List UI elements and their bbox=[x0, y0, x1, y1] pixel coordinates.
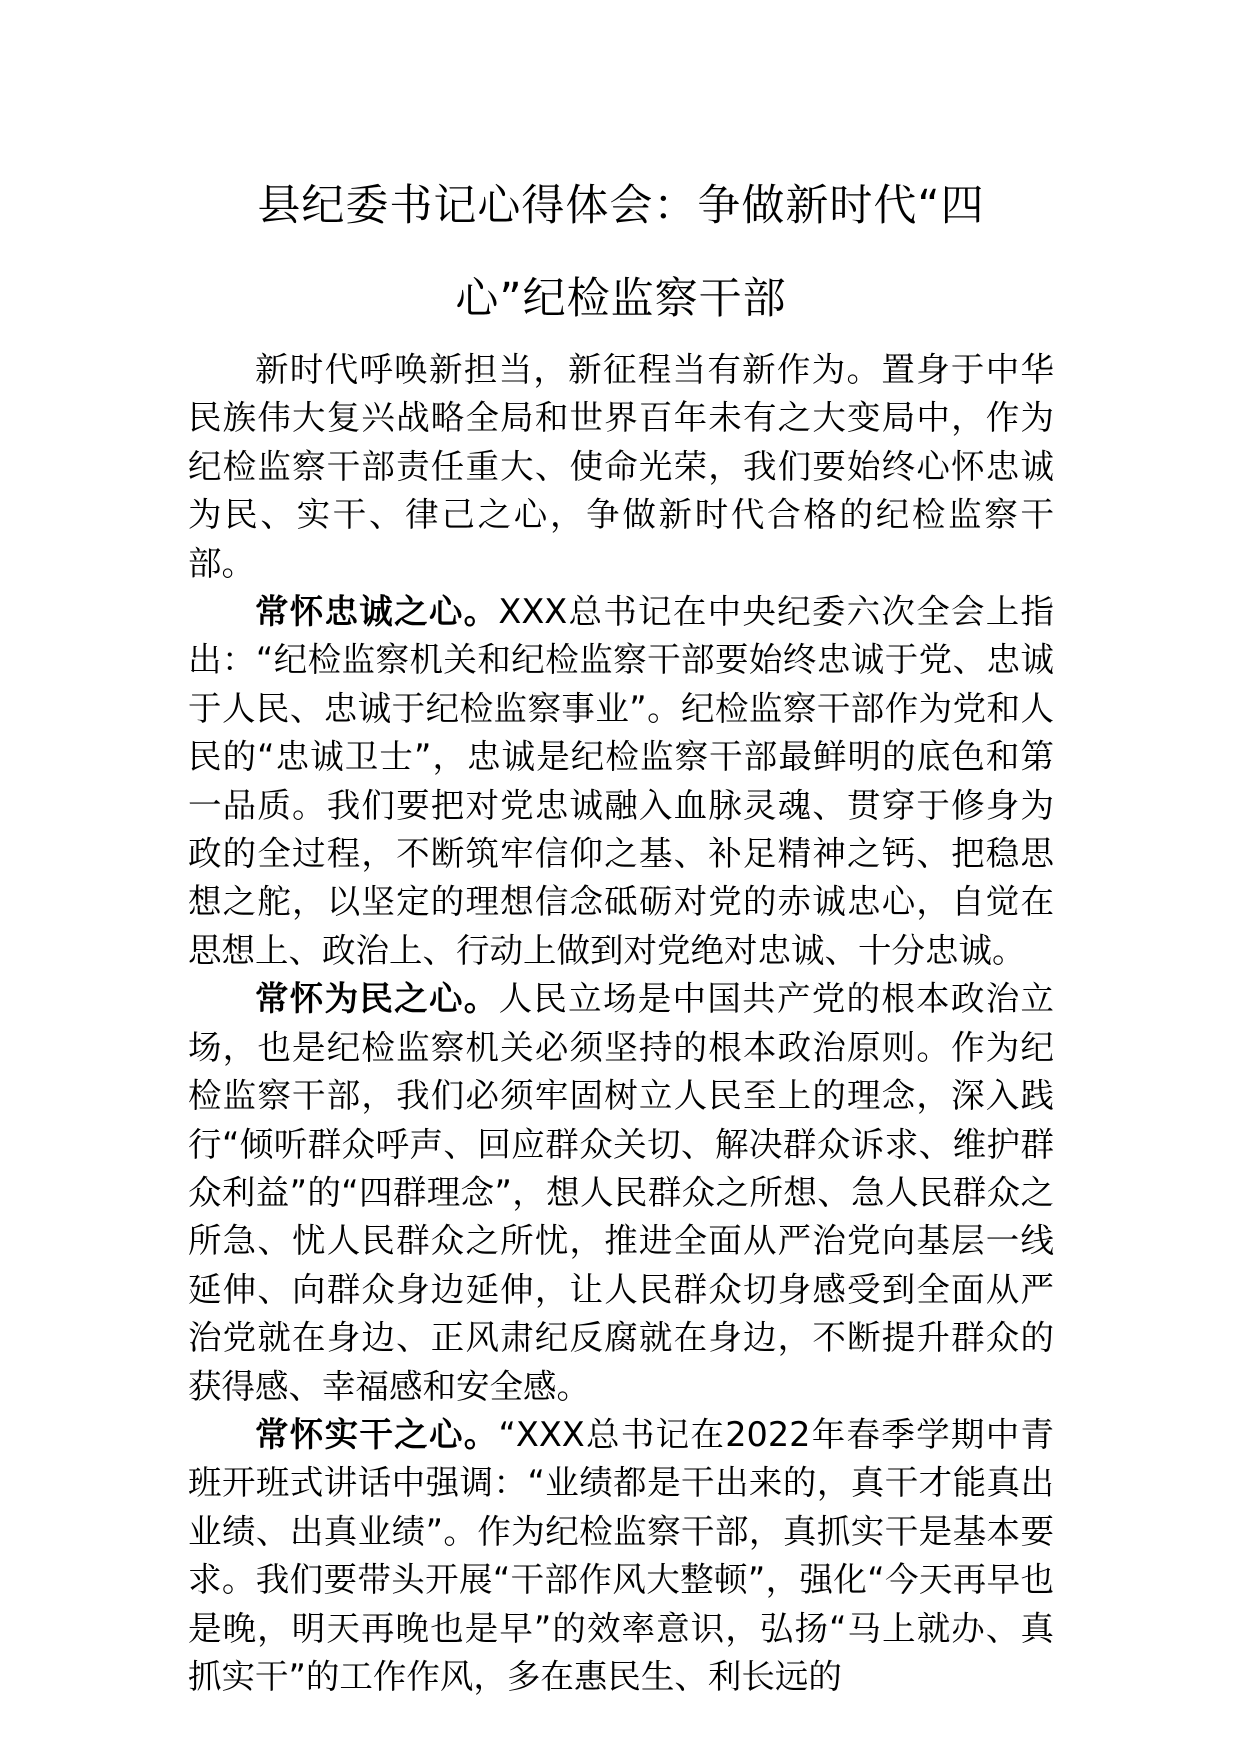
paragraph-people-text: 人民立场是中国共产党的根本政治立场，也是纪检监察机关必须坚持的根本政治原则。作为纪检监察干部，我们必须牢固树立人民至上的理念，深入践行“倾听群众呼声、回应群众关切、解决群众诉求、维护群众利益”的“四群理念”，想人民群众之所想、急人民群众之所急、忧人民群众之所忧，推进全面从严治党向基层一线延伸、向群众身边延伸，让人民群众切身感受到全面从严治党就在身边、正风肃纪反腐就在身边，不断提升群众的获得感、幸福感和安全感。 bbox=[188, 979, 1055, 1406]
document-page bbox=[188, 160, 1054, 1701]
title-line-2: 心”纪检监察干部 bbox=[455, 274, 787, 324]
paragraph-intro-text: 新时代呼唤新担当，新征程当有新作为。置身于中华民族伟大复兴战略全局和世界百年未有之大变局中，作为纪检监察干部责任重大、使命光荣，我们要始终心怀忠诚为民、实干、律己之心，争做新时代合格的纪检监察干部。 bbox=[188, 350, 1054, 583]
paragraph-loyalty-heading: 常怀忠诚之心。 bbox=[255, 592, 499, 632]
paragraph-practical-text: “XXX总书记在2022年春季学期中青班开班式讲话中强调：“业绩都是干出来的，真干才能真出业绩、出真业绩”。作为纪检监察干部，真抓实干是基本要求。我们要带头开展“干部作风大整顿”，强化“今天再早也是晚，明天再晚也是早”的效率意识，弘扬“马上就办、真抓实干”的工作作风，多在惠民生、利长远的 bbox=[188, 1414, 1054, 1696]
paragraph-loyalty bbox=[188, 588, 1054, 975]
paragraph-loyalty-text: XXX总书记在中央纪委六次全会上指出：“纪检监察机关和纪检监察干部要始终忠诚于党、忠诚于人民、忠诚于纪检监察事业”。纪检监察干部作为党和人民的“忠诚卫士”，忠诚是纪检监察干部最鲜明的底色和第一品质。我们要把对党忠诚融入血脉灵魂、贯穿于修身为政的全过程，不断筑牢信仰之基、补足精神之钙、把稳思想之舵，以坚定的理想信念砥砺对党的赤诚忠心，自觉在思想上、政治上、行动上做到对党绝对忠诚、十分忠诚。 bbox=[188, 592, 1054, 970]
paragraph-practical-heading: 常怀实干之心。 bbox=[255, 1414, 499, 1454]
paragraph-people-heading: 常怀为民之心。 bbox=[255, 979, 499, 1019]
paragraph-people bbox=[188, 975, 1054, 1411]
paragraph-intro bbox=[188, 346, 1054, 588]
document-title bbox=[188, 160, 1054, 346]
title-line-1: 县纪委书记心得体会：争做新时代“四 bbox=[257, 181, 985, 231]
paragraph-practical bbox=[188, 1411, 1054, 1701]
